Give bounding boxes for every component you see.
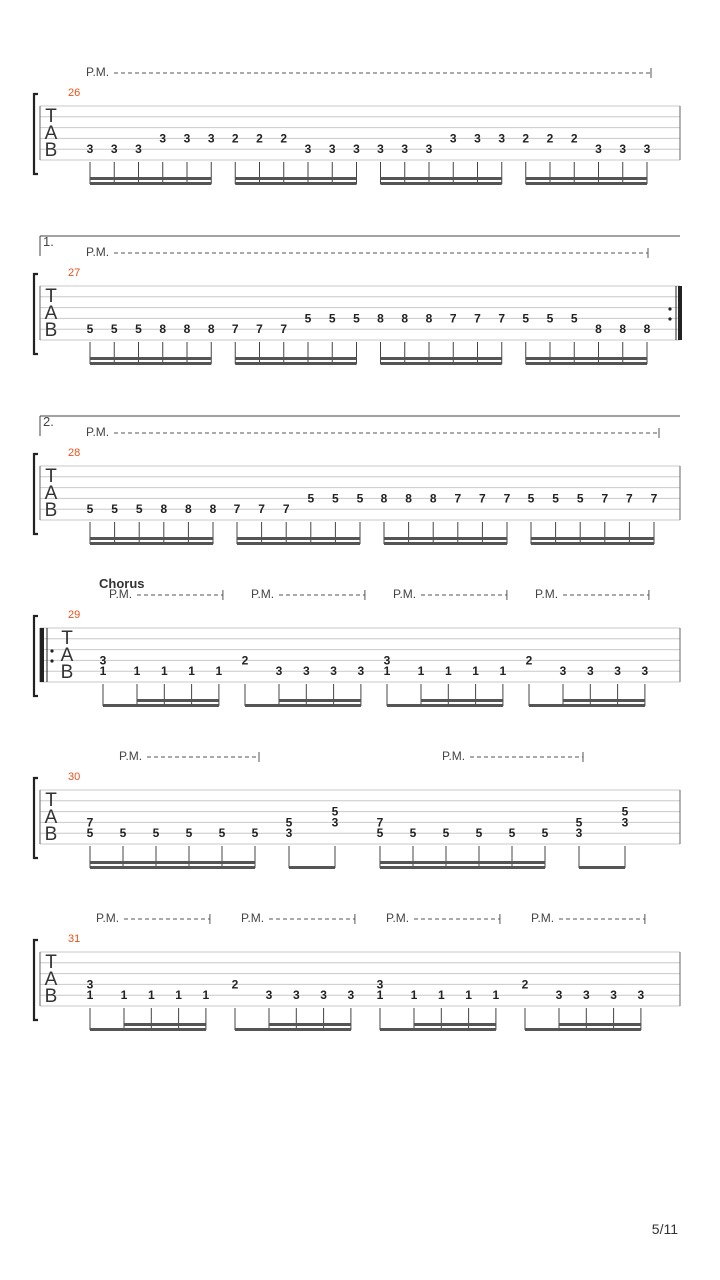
fret-number: 8 <box>425 311 433 326</box>
fret-number: 1 <box>465 988 472 1003</box>
palm-mute-label: P.M. <box>86 65 110 79</box>
beam-secondary <box>124 1023 206 1026</box>
fret-number: 1 <box>120 988 128 1003</box>
beam <box>235 182 356 185</box>
staff-bracket <box>34 454 38 534</box>
fret-number: 2 <box>521 977 529 992</box>
palm-mute-label: P.M. <box>386 911 410 925</box>
beam <box>579 866 625 869</box>
fret-number: 1 <box>86 988 94 1003</box>
fret-number: 8 <box>160 502 168 517</box>
tab-clef-t: T <box>45 790 57 811</box>
tab-clef-t: T <box>45 106 57 127</box>
staff-system-29 <box>34 576 680 707</box>
fret-number: 3 <box>377 142 384 157</box>
beam-secondary <box>381 357 502 360</box>
fret-number: 3 <box>610 988 617 1003</box>
beam <box>289 866 335 869</box>
fret-number: 5 <box>86 502 94 517</box>
beam-secondary <box>421 699 503 702</box>
fret-number: 5 <box>508 826 516 841</box>
beam-secondary <box>381 177 502 180</box>
measure-number: 31 <box>68 933 81 945</box>
tab-clef-b: B <box>60 662 74 683</box>
fret-number: 3 <box>110 142 118 157</box>
fret-number: 3 <box>619 142 627 157</box>
fret-number: 2 <box>231 977 239 992</box>
fret-number: 7 <box>256 322 263 337</box>
beam-secondary <box>531 537 654 540</box>
fret-number: 8 <box>377 311 384 326</box>
fret-number: 3 <box>135 142 142 157</box>
fret-number: 3 <box>331 815 339 830</box>
fret-number: 1 <box>175 988 182 1003</box>
fret-number: 5 <box>86 826 94 841</box>
fret-number: 3 <box>159 131 167 146</box>
repeat-start-thick-bar <box>40 628 44 682</box>
repeat-dot <box>50 649 53 652</box>
fret-number: 1 <box>410 988 418 1003</box>
beam <box>384 542 507 545</box>
fret-number: 5 <box>328 311 336 326</box>
beam <box>235 1028 351 1031</box>
fret-number: 1 <box>133 664 141 679</box>
fret-number: 2 <box>256 131 263 146</box>
fret-number: 3 <box>285 826 293 841</box>
page-number: 5/11 <box>651 1221 678 1237</box>
fret-number: 1 <box>499 664 507 679</box>
fret-number: 5 <box>356 491 364 506</box>
palm-mute-label: P.M. <box>86 245 110 259</box>
fret-number: 8 <box>595 322 602 337</box>
fret-number: 7 <box>474 311 481 326</box>
fret-number: 5 <box>409 826 417 841</box>
tab-clef-t: T <box>61 628 73 649</box>
beam <box>531 542 654 545</box>
fret-number: 5 <box>119 826 127 841</box>
fret-number: 3 <box>347 988 355 1003</box>
fret-number: 8 <box>159 322 167 337</box>
fret-number: 3 <box>320 988 327 1003</box>
fret-number: 3 <box>86 142 94 157</box>
fret-number: 1 <box>444 664 452 679</box>
fret-number: 3 <box>559 664 567 679</box>
ending-number: 2. <box>43 414 54 429</box>
fret-number: 8 <box>643 322 651 337</box>
fret-number: 5 <box>251 826 259 841</box>
beam-secondary <box>90 177 211 180</box>
staff-bracket <box>34 940 38 1020</box>
fret-number: 5 <box>570 311 578 326</box>
palm-mute-label: P.M. <box>393 587 417 601</box>
fret-number: 7 <box>626 491 633 506</box>
tab-clef-b: B <box>44 320 58 341</box>
tab-clef-t: T <box>45 286 57 307</box>
palm-mute-label: P.M. <box>251 587 275 601</box>
fret-number: 5 <box>552 491 559 506</box>
fret-number: 3 <box>498 131 506 146</box>
fret-number: 2 <box>546 131 554 146</box>
fret-number: 3 <box>621 815 629 830</box>
fret-number: 7 <box>449 311 457 326</box>
fret-number: 2 <box>241 653 249 668</box>
fret-number: 3 <box>99 653 107 668</box>
beam <box>380 866 545 869</box>
fret-number: 5 <box>376 826 384 841</box>
fret-number: 2 <box>522 131 530 146</box>
fret-number: 3 <box>643 142 651 157</box>
fret-number: 2 <box>280 131 288 146</box>
beam-secondary <box>137 699 219 702</box>
beam <box>90 866 255 869</box>
fret-number: 1 <box>188 664 195 679</box>
repeat-end-thick-bar <box>678 286 682 340</box>
fret-number: 5 <box>86 322 94 337</box>
repeat-dot <box>50 659 53 662</box>
beam <box>90 542 213 545</box>
section-label-chorus: Chorus <box>99 576 145 591</box>
fret-number: 3 <box>582 988 590 1003</box>
fret-number: 5 <box>442 826 450 841</box>
beam-secondary <box>90 861 255 864</box>
fret-number: 7 <box>601 491 609 506</box>
staff-system-27 <box>34 234 682 365</box>
beam-secondary <box>90 537 213 540</box>
palm-mute-label: P.M. <box>86 425 110 439</box>
tab-clef-a: A <box>44 123 58 144</box>
beam-secondary <box>90 357 211 360</box>
fret-number: 3 <box>207 131 215 146</box>
beam <box>90 362 211 365</box>
fret-number: 5 <box>332 491 339 506</box>
fret-number: 1 <box>437 988 445 1003</box>
fret-number: 5 <box>307 491 315 506</box>
repeat-dot <box>668 307 671 310</box>
staff-bracket <box>34 778 38 858</box>
palm-mute-label: P.M. <box>96 911 120 925</box>
fret-number: 8 <box>183 322 191 337</box>
fret-number: 5 <box>522 311 530 326</box>
palm-mute-label: P.M. <box>442 749 466 763</box>
fret-number: 8 <box>429 491 437 506</box>
fret-number: 3 <box>641 664 649 679</box>
fret-number: 5 <box>135 322 142 337</box>
measure-number: 29 <box>68 609 81 621</box>
beam <box>381 362 502 365</box>
fret-number: 3 <box>586 664 594 679</box>
fret-number: 1 <box>99 664 107 679</box>
fret-number: 5 <box>285 815 293 830</box>
palm-mute-label: P.M. <box>119 749 143 763</box>
fret-number: 7 <box>233 502 241 517</box>
fret-number: 7 <box>282 502 290 517</box>
fret-number: 7 <box>280 322 288 337</box>
fret-number: 5 <box>546 311 554 326</box>
beam <box>90 182 211 185</box>
fret-number: 5 <box>152 826 160 841</box>
tab-clef-a: A <box>44 807 58 828</box>
fret-number: 3 <box>357 664 365 679</box>
fret-number: 5 <box>135 502 143 517</box>
fret-number: 1 <box>472 664 479 679</box>
fret-number: 3 <box>330 664 337 679</box>
tab-clef-b: B <box>44 986 58 1007</box>
fret-number: 2 <box>525 653 533 668</box>
fret-number: 8 <box>380 491 388 506</box>
fret-number: 8 <box>209 502 217 517</box>
fret-number: 7 <box>498 311 506 326</box>
fret-number: 5 <box>576 491 584 506</box>
fret-number: 1 <box>215 664 223 679</box>
fret-number: 8 <box>405 491 412 506</box>
tab-clef-a: A <box>44 483 58 504</box>
palm-mute-label: P.M. <box>241 911 265 925</box>
beam <box>529 704 645 707</box>
fret-number: 1 <box>383 664 391 679</box>
staff-bracket <box>34 616 38 696</box>
fret-number: 1 <box>417 664 425 679</box>
fret-number: 3 <box>328 142 336 157</box>
staff-system-26 <box>34 65 680 185</box>
beam-secondary <box>380 861 545 864</box>
fret-number: 1 <box>492 988 500 1003</box>
beam-secondary <box>279 699 361 702</box>
tab-clef-a: A <box>60 645 74 666</box>
beam <box>380 1028 496 1031</box>
fret-number: 8 <box>185 502 192 517</box>
beam-secondary <box>235 357 356 360</box>
fret-number: 1 <box>376 988 384 1003</box>
fret-number: 3 <box>637 988 645 1003</box>
fret-number: 3 <box>449 131 457 146</box>
beam <box>526 362 647 365</box>
fret-number: 7 <box>258 502 265 517</box>
beam <box>387 704 503 707</box>
fret-number: 5 <box>218 826 226 841</box>
measure-number: 26 <box>68 87 81 99</box>
staff-system-31 <box>34 911 680 1031</box>
fret-number: 5 <box>621 804 629 819</box>
tab-clef-b: B <box>44 500 58 521</box>
fret-number: 7 <box>479 491 486 506</box>
fret-number: 2 <box>570 131 578 146</box>
tab-clef-t: T <box>45 466 57 487</box>
fret-number: 5 <box>575 815 583 830</box>
fret-number: 8 <box>619 322 627 337</box>
ending-number: 1. <box>43 234 54 249</box>
fret-number: 3 <box>304 142 312 157</box>
tab-clef-a: A <box>44 969 58 990</box>
measure-number: 28 <box>68 447 81 459</box>
staff-system-30 <box>34 749 680 869</box>
fret-number: 5 <box>475 826 483 841</box>
beam <box>90 1028 206 1031</box>
fret-number: 1 <box>160 664 168 679</box>
repeat-dot <box>668 317 671 320</box>
beam <box>237 542 360 545</box>
palm-mute-label: P.M. <box>109 587 133 601</box>
fret-number: 5 <box>185 826 193 841</box>
fret-number: 3 <box>614 664 621 679</box>
fret-number: 5 <box>111 502 118 517</box>
palm-mute-label: P.M. <box>531 911 555 925</box>
beam <box>245 704 361 707</box>
beam-secondary <box>384 537 507 540</box>
fret-number: 3 <box>353 142 360 157</box>
fret-number: 3 <box>555 988 563 1003</box>
staff-bracket <box>34 94 38 174</box>
fret-number: 1 <box>202 988 210 1003</box>
beam <box>235 362 356 365</box>
fret-number: 5 <box>304 311 312 326</box>
beam <box>381 182 502 185</box>
beam-secondary <box>563 699 645 702</box>
fret-number: 7 <box>454 491 462 506</box>
fret-number: 5 <box>527 491 535 506</box>
beam-secondary <box>237 537 360 540</box>
fret-number: 3 <box>595 142 602 157</box>
fret-number: 5 <box>331 804 339 819</box>
staff-bracket <box>34 274 38 354</box>
fret-number: 1 <box>147 988 155 1003</box>
fret-number: 3 <box>474 131 481 146</box>
fret-number: 8 <box>401 311 409 326</box>
fret-number: 3 <box>376 977 384 992</box>
beam-secondary <box>235 177 356 180</box>
fret-number: 3 <box>275 664 283 679</box>
tab-clef-b: B <box>44 140 58 161</box>
fret-number: 7 <box>376 815 384 830</box>
fret-number: 3 <box>401 142 409 157</box>
beam <box>103 704 219 707</box>
beam-secondary <box>526 357 647 360</box>
fret-number: 3 <box>383 653 391 668</box>
fret-number: 5 <box>541 826 549 841</box>
fret-number: 3 <box>575 826 583 841</box>
fret-number: 2 <box>231 131 239 146</box>
beam-secondary <box>414 1023 496 1026</box>
fret-number: 3 <box>292 988 300 1003</box>
beam-secondary <box>526 177 647 180</box>
fret-number: 7 <box>231 322 239 337</box>
beam <box>525 1028 641 1031</box>
palm-mute-label: P.M. <box>535 587 559 601</box>
beam <box>526 182 647 185</box>
tab-clef-t: T <box>45 952 57 973</box>
fret-number: 3 <box>425 142 433 157</box>
fret-number: 8 <box>207 322 215 337</box>
fret-number: 7 <box>650 491 658 506</box>
fret-number: 3 <box>265 988 273 1003</box>
measure-number: 30 <box>68 771 81 783</box>
measure-number: 27 <box>68 267 81 279</box>
fret-number: 3 <box>86 977 94 992</box>
fret-number: 7 <box>86 815 94 830</box>
tab-clef-a: A <box>44 303 58 324</box>
fret-number: 3 <box>302 664 310 679</box>
fret-number: 3 <box>183 131 191 146</box>
fret-number: 5 <box>110 322 118 337</box>
fret-number: 5 <box>353 311 360 326</box>
beam-secondary <box>559 1023 641 1026</box>
fret-number: 7 <box>503 491 511 506</box>
staff-system-28 <box>34 414 680 545</box>
tab-clef-b: B <box>44 824 58 845</box>
beam-secondary <box>269 1023 351 1026</box>
